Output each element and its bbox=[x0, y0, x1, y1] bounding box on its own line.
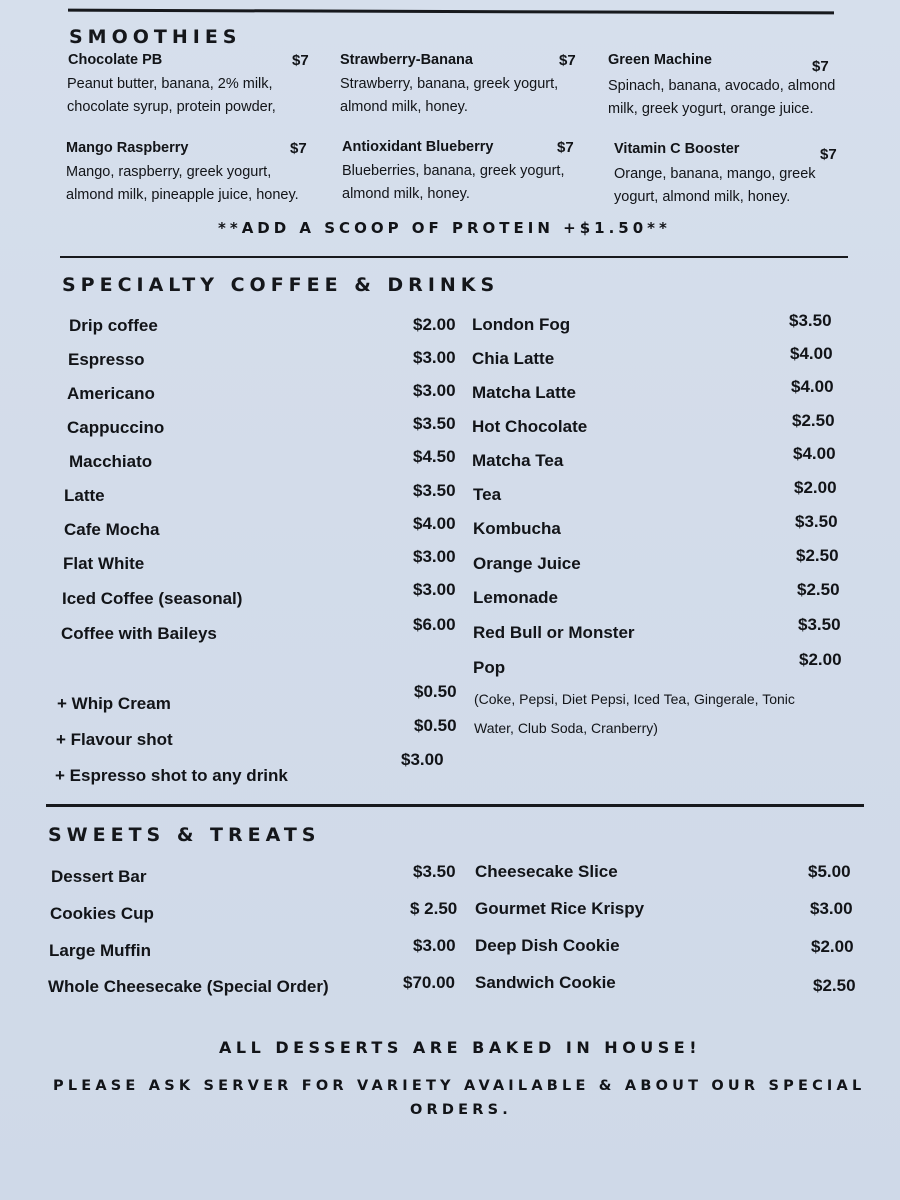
menu-item-name: Sandwich Cookie bbox=[475, 973, 616, 992]
menu-item-name: Dessert Bar bbox=[51, 867, 147, 886]
menu-item-name: Deep Dish Cookie bbox=[475, 936, 620, 955]
menu-item-price: $0.50 bbox=[414, 682, 457, 701]
special-orders-footer: PLEASE ASK SERVER FOR VARIETY AVAILABLE & ABOUT OUR SPECIAL bbox=[53, 1078, 866, 1094]
smoothie-desc-line: almond milk, honey. bbox=[340, 99, 468, 115]
menu-item-price: $3.00 bbox=[401, 750, 444, 769]
pop-options-note: Water, Club Soda, Cranberry) bbox=[474, 720, 658, 736]
smoothie-name: Mango Raspberry bbox=[66, 140, 189, 156]
smoothie-description bbox=[614, 163, 816, 209]
menu-item-price: $4.00 bbox=[413, 514, 456, 533]
menu-item-name: Drip coffee bbox=[69, 316, 158, 335]
menu-item-price: $70.00 bbox=[403, 973, 455, 992]
menu-item-name: Orange Juice bbox=[473, 554, 581, 573]
menu-item-name: Americano bbox=[67, 384, 155, 403]
menu-item-price: $3.00 bbox=[413, 936, 456, 955]
coffee-heading: SPECIALTY COFFEE & DRINKS bbox=[62, 274, 500, 296]
menu-item-name: Cookies Cup bbox=[50, 904, 154, 923]
menu-item-price: $4.00 bbox=[791, 377, 834, 396]
menu-item-name: + Flavour shot bbox=[56, 730, 173, 749]
menu-item-price: $3.00 bbox=[810, 899, 853, 918]
menu-item-name: London Fog bbox=[472, 315, 571, 334]
smoothie-desc-line: Blueberries, banana, greek yogurt, bbox=[342, 163, 565, 179]
menu-item-name: Tea bbox=[473, 485, 502, 504]
menu-item-name: Pop bbox=[473, 658, 506, 677]
menu-item-price: $3.00 bbox=[413, 547, 456, 566]
menu-item-name: Matcha Tea bbox=[472, 451, 564, 470]
menu-item-name: Cafe Mocha bbox=[64, 520, 160, 539]
smoothie-desc-line: Spinach, banana, avocado, almond bbox=[608, 78, 836, 94]
smoothie-price: $7 bbox=[812, 58, 829, 75]
smoothie-price: $7 bbox=[559, 52, 576, 69]
menu-item-name: Chia Latte bbox=[472, 349, 555, 368]
menu-item-name: Gourmet Rice Krispy bbox=[475, 899, 645, 918]
special-orders-footer: ORDERS. bbox=[410, 1102, 512, 1118]
menu-item-price: $3.00 bbox=[413, 348, 456, 367]
menu-item-name: Large Muffin bbox=[49, 941, 151, 960]
top-divider bbox=[68, 9, 834, 15]
menu-item-price: $2.00 bbox=[799, 650, 842, 669]
smoothie-desc-line: milk, greek yogurt, orange juice. bbox=[608, 101, 814, 117]
smoothies-heading: SMOOTHIES bbox=[69, 26, 242, 48]
menu-item-price: $3.50 bbox=[795, 512, 838, 531]
menu-item-name: Lemonade bbox=[473, 588, 559, 607]
smoothie-description bbox=[66, 161, 299, 207]
menu-item-name: + Espresso shot to any drink bbox=[55, 766, 288, 785]
menu-item-price: $4.50 bbox=[413, 447, 456, 466]
menu-item-price: $3.00 bbox=[413, 381, 456, 400]
menu-item-name: Red Bull or Monster bbox=[473, 623, 635, 642]
section-divider bbox=[60, 256, 848, 258]
menu-item-price: $3.50 bbox=[413, 414, 456, 433]
smoothie-price: $7 bbox=[557, 139, 574, 156]
menu-item-name: Macchiato bbox=[69, 452, 153, 471]
smoothie-desc-line: Mango, raspberry, greek yogurt, bbox=[66, 164, 272, 180]
menu-item-name: Latte bbox=[64, 486, 105, 505]
desserts-footer: ALL DESSERTS ARE BAKED IN HOUSE! bbox=[219, 1038, 702, 1057]
smoothie-description bbox=[608, 75, 835, 121]
smoothie-description bbox=[340, 73, 558, 119]
menu-item-name: Cheesecake Slice bbox=[475, 862, 618, 881]
menu-item-price: $4.00 bbox=[790, 344, 833, 363]
menu-item-price: $2.50 bbox=[796, 546, 839, 565]
smoothie-name: Strawberry-Banana bbox=[340, 52, 473, 68]
smoothie-description bbox=[342, 160, 564, 206]
menu-item-name: Coffee with Baileys bbox=[61, 624, 217, 643]
smoothie-name: Chocolate PB bbox=[68, 52, 163, 68]
smoothie-name: Vitamin C Booster bbox=[614, 141, 740, 157]
menu-item-price: $ 2.50 bbox=[410, 899, 458, 918]
menu-item-price: $2.00 bbox=[811, 937, 854, 956]
menu-item-name: + Whip Cream bbox=[57, 694, 171, 713]
menu-item-name: Iced Coffee (seasonal) bbox=[62, 589, 243, 608]
protein-addon-note: **ADD A SCOOP OF PROTEIN +$1.50** bbox=[218, 219, 671, 237]
menu-item-price: $3.50 bbox=[789, 311, 832, 330]
pop-options-note: (Coke, Pepsi, Diet Pepsi, Iced Tea, Gingerale, Tonic bbox=[474, 691, 795, 707]
smoothie-price: $7 bbox=[820, 146, 837, 163]
menu-item-name: Matcha Latte bbox=[472, 383, 576, 402]
smoothie-desc-line: yogurt, almond milk, honey. bbox=[614, 189, 791, 205]
smoothie-desc-line: chocolate syrup, protein powder, bbox=[67, 99, 276, 115]
menu-item-price: $0.50 bbox=[414, 716, 457, 735]
menu-item-price: $2.00 bbox=[413, 315, 456, 334]
menu-item-price: $2.00 bbox=[794, 478, 837, 497]
menu-item-price: $2.50 bbox=[813, 976, 856, 995]
smoothie-price: $7 bbox=[292, 52, 309, 69]
menu-item-price: $3.50 bbox=[798, 615, 841, 634]
smoothie-name: Green Machine bbox=[608, 52, 712, 68]
menu-item-name: Flat White bbox=[63, 554, 145, 573]
menu-item-name: Cappuccino bbox=[67, 418, 165, 437]
smoothie-desc-line: Strawberry, banana, greek yogurt, bbox=[340, 76, 559, 92]
smoothie-description bbox=[67, 73, 276, 119]
menu-item-price: $2.50 bbox=[797, 580, 840, 599]
menu-item-price: $3.00 bbox=[413, 580, 456, 599]
menu-item-name: Kombucha bbox=[473, 519, 561, 538]
section-divider bbox=[46, 804, 864, 807]
menu-item-name: Hot Chocolate bbox=[472, 417, 588, 436]
menu-item-name: Whole Cheesecake (Special Order) bbox=[48, 977, 329, 996]
menu-item-price: $3.50 bbox=[413, 481, 456, 500]
smoothie-desc-line: almond milk, honey. bbox=[342, 186, 470, 202]
smoothie-price: $7 bbox=[290, 140, 307, 157]
smoothie-name: Antioxidant Blueberry bbox=[342, 139, 494, 155]
menu-item-price: $4.00 bbox=[793, 444, 836, 463]
menu-item-price: $5.00 bbox=[808, 862, 851, 881]
smoothie-desc-line: Orange, banana, mango, greek bbox=[614, 166, 816, 182]
sweets-heading: SWEETS & TREATS bbox=[48, 824, 321, 846]
smoothie-desc-line: almond milk, pineapple juice, honey. bbox=[66, 187, 299, 203]
menu-item-price: $3.50 bbox=[413, 862, 456, 881]
menu-item-price: $6.00 bbox=[413, 615, 456, 634]
menu-item-name: Espresso bbox=[68, 350, 145, 369]
menu-item-price: $2.50 bbox=[792, 411, 835, 430]
smoothie-desc-line: Peanut butter, banana, 2% milk, bbox=[67, 76, 273, 92]
